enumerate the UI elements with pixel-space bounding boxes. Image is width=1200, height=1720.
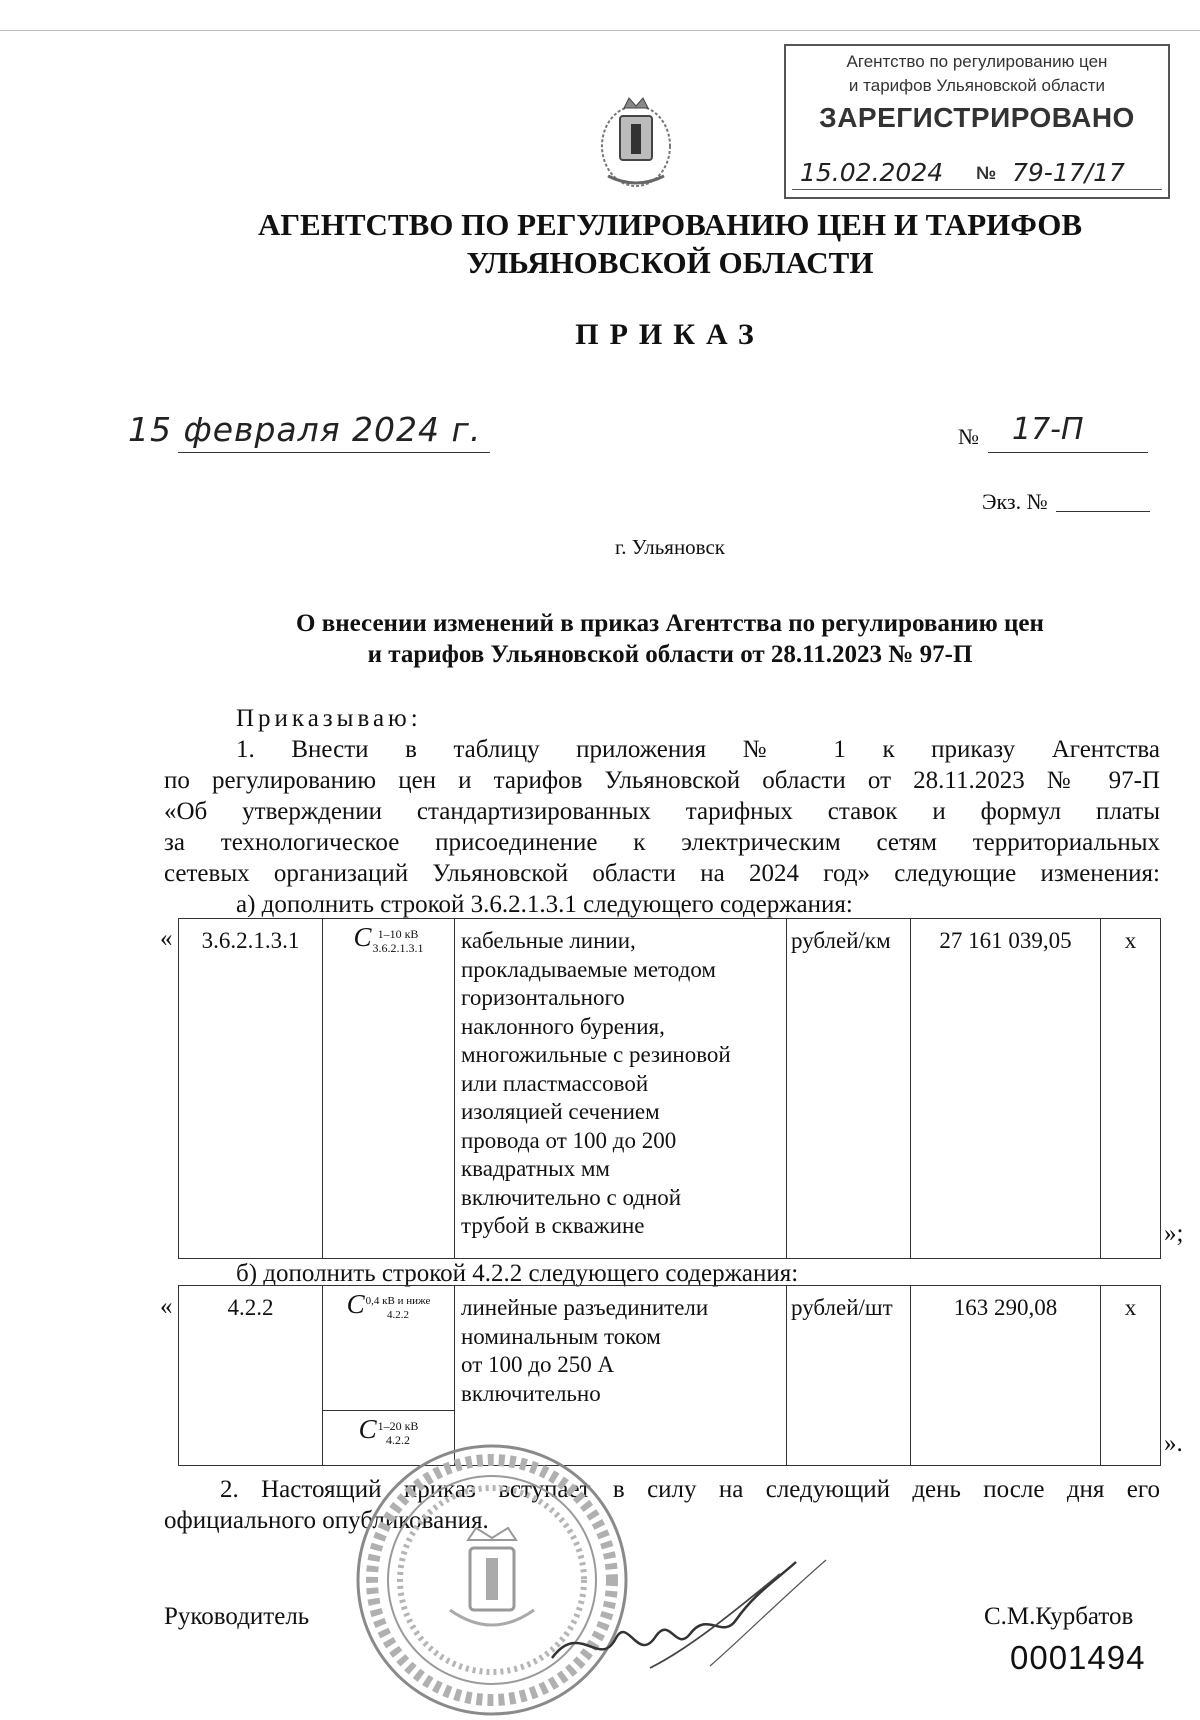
scan-edge-line <box>0 30 1200 31</box>
table-b-close-quote: ». <box>1164 1430 1183 1457</box>
stamp-reg-number: 79-17/17 <box>1012 158 1125 187</box>
table-a-symbol-indices <box>373 927 424 955</box>
table-b-value: 163 290,08 <box>911 1286 1101 1466</box>
date-underline <box>178 452 490 453</box>
paragraph-2-line-1: 2. Настоящий приказ вступает в силу на следующий день после дня его <box>220 1476 1160 1503</box>
description-line: включительно с одной <box>461 1184 682 1210</box>
coat-of-arms-icon <box>598 86 674 190</box>
table-b-open-quote: « <box>160 1293 173 1320</box>
number-underline <box>988 452 1148 453</box>
copy-number-label: Экз. № <box>982 489 1048 514</box>
description-line: наклонного бурения, <box>461 1013 665 1039</box>
stamp-line-1: Агентство по регулированию цен <box>846 52 1108 71</box>
agency-title-line-2: УЛЬЯНОВСКОЙ ОБЛАСТИ <box>466 245 874 280</box>
table-b-symbol-1-indices <box>366 1294 431 1322</box>
paragraph-1-line-3: «Об утверждении стандартизированных тарифных ставок и формул платы <box>164 798 1160 825</box>
description-line: провода от 100 до 200 <box>461 1127 677 1153</box>
city: г. Ульяновск <box>614 535 725 559</box>
order-number-label: № <box>958 424 979 449</box>
table-b-symbol-2-sup: 1–20 кВ <box>377 1418 419 1433</box>
table-a-extra: х <box>1101 919 1161 1259</box>
table-b-symbol-1-cell <box>323 1286 455 1411</box>
description-line: кабельные линии, <box>461 928 636 953</box>
copy-number-underline <box>1056 511 1150 512</box>
table-b-symbol-2: C <box>358 1414 377 1444</box>
description-line: изоляцией сечением <box>461 1099 660 1124</box>
table-b-symbol-1: C <box>346 1289 365 1319</box>
description-line: или пластмассовой <box>461 1070 649 1096</box>
table-a-symbol: C <box>353 922 372 952</box>
table-b-code: 4.2.2 <box>179 1286 323 1466</box>
agency-title-line-1: АГЕНТСТВО ПО РЕГУЛИРОВАНИЮ ЦЕН И ТАРИФОВ <box>257 207 1083 242</box>
table-a <box>178 918 1161 1259</box>
stamp-number-label: № <box>976 163 997 183</box>
registration-stamp <box>784 44 1170 199</box>
description-line: трубой в скважине <box>461 1213 645 1238</box>
description-line: от 100 до 250 А <box>461 1352 615 1377</box>
stamp-line-2: и тарифов Ульяновской области <box>848 76 1106 95</box>
handwritten-signature-icon <box>540 1540 830 1680</box>
item-a: а) дополнить строкой 3.6.2.1.3.1 следующего содержания: <box>236 891 853 918</box>
item-b: б) дополнить строкой 4.2.2 следующего содержания: <box>236 1260 799 1287</box>
handwritten-date: 15 февраля 2024 г. <box>128 410 482 449</box>
subject-line-1: О внесении изменений в приказ Агентства по регулированию цен <box>296 610 1044 637</box>
table-b-description <box>455 1286 787 1466</box>
description-line: горизонтального <box>461 985 625 1010</box>
table-a-unit: рублей/км <box>787 919 911 1259</box>
stamp-underline <box>792 189 1162 190</box>
table-a-description <box>455 919 787 1259</box>
description-line: квадратных мм <box>461 1156 610 1181</box>
description-line: прокладываемые методом <box>461 956 716 982</box>
table-row <box>179 919 1161 1259</box>
stamp-date: 15.02.2024 <box>800 158 944 187</box>
description-line: многожильные с резиновой <box>461 1042 731 1067</box>
table-b-unit: рублей/шт <box>787 1286 911 1466</box>
paragraph-1-line-4: за технологическое присоединение к электрическим сетям территориальных <box>164 829 1160 856</box>
order-title: ПРИКАЗ <box>575 318 765 351</box>
table-a-close-quote: »; <box>1164 1220 1184 1247</box>
handwritten-order-number: 17-П <box>1012 412 1084 447</box>
stamp-status: ЗАРЕГИСТРИРОВАНО <box>819 102 1135 133</box>
table-a-code: 3.6.2.1.3.1 <box>179 919 323 1259</box>
order-word: Приказываю: <box>236 705 422 732</box>
document-serial-number: 0001494 <box>1010 1639 1146 1676</box>
paragraph-2-line-2: официального опубликования. <box>164 1507 489 1534</box>
table-b-symbol-1-sup: 0,4 кВ и ниже <box>365 1294 431 1307</box>
table-a-symbol-cell <box>323 919 455 1259</box>
table-b-symbol-2-sub: 4.2.2 <box>386 1432 410 1447</box>
table-a-value: 27 161 039,05 <box>911 919 1101 1259</box>
table-b-symbol-1-sub: 4.2.2 <box>387 1308 409 1321</box>
paragraph-1-line-5: сетевых организаций Ульяновской области на 2024 год» следующие изменения: <box>164 860 1160 887</box>
position-title: Руководитель <box>164 1603 310 1630</box>
signatory-name: С.М.Курбатов <box>984 1603 1134 1630</box>
paragraph-1-line-1: 1. Внести в таблицу приложения № 1 к приказу Агентства <box>236 736 1160 763</box>
table-row <box>179 1286 1161 1411</box>
description-line: номинальным током <box>461 1323 661 1349</box>
description-line: линейные разъединители <box>461 1295 709 1320</box>
description-line: включительно <box>461 1380 601 1406</box>
subject-line-2: и тарифов Ульяновской области от 28.11.2023 № 97-П <box>367 641 973 668</box>
table-a-open-quote: « <box>160 925 173 952</box>
table-a-symbol-sup: 1–10 кВ <box>377 926 419 941</box>
paragraph-1-line-2: по регулированию цен и тарифов Ульяновской области от 28.11.2023 № 97-П <box>164 767 1160 794</box>
table-b-extra: х <box>1101 1286 1161 1466</box>
table-a-symbol-sub: 3.6.2.1.3.1 <box>372 940 424 955</box>
table-b <box>178 1285 1161 1466</box>
